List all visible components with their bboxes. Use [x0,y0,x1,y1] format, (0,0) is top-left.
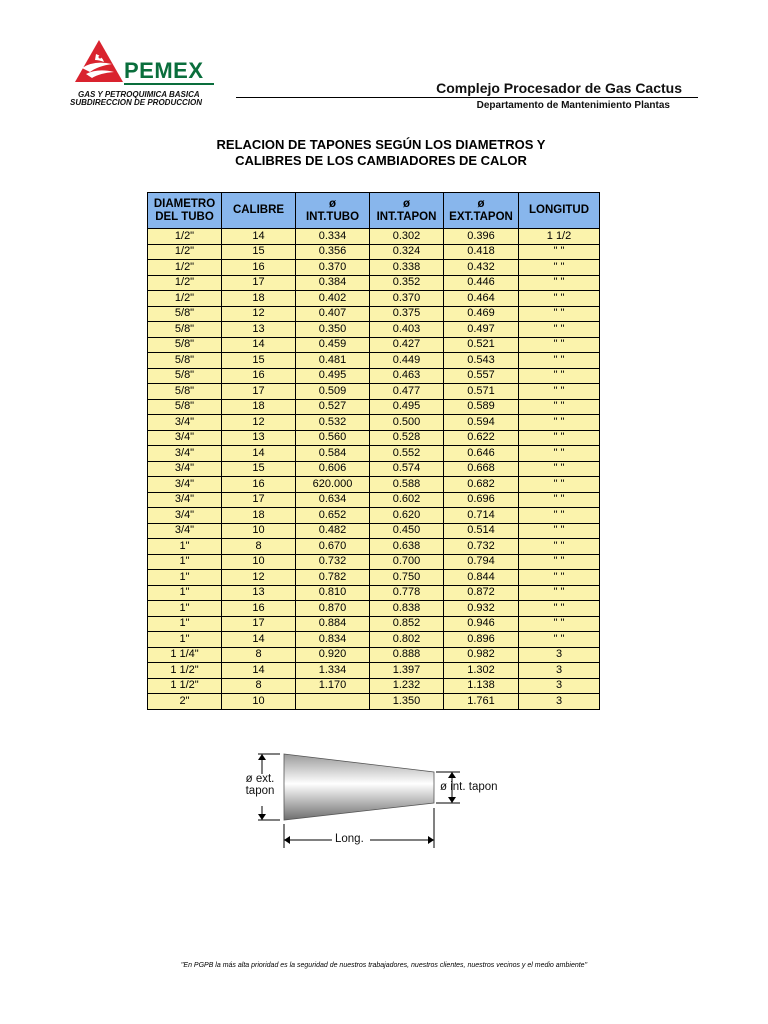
table-row [148,508,600,524]
table-cell: 15 [222,353,296,369]
table-cell: 0.514 [444,523,519,539]
table-cell: 0.338 [370,260,444,276]
table-row [148,337,600,353]
table-cell: 0.324 [370,244,444,260]
table-cell: 0.574 [370,461,444,477]
table-cell: 8 [222,647,296,663]
table-row [148,306,600,322]
table-cell: 0.532 [296,415,370,431]
table-body [148,229,600,710]
table-cell: 0.334 [296,229,370,245]
table-cell: 14 [222,229,296,245]
footer-note: "En PGPB la más alta prioridad es la seguridad de nuestros trabajadores, nuestros clientes, nuestros vecinos y el medio ambiente" [180,962,588,969]
table-cell: 1" [148,570,222,586]
complex-title: Complejo Procesador de Gas Cactus [436,80,682,96]
table-cell: 0.495 [296,368,370,384]
table-cell: " " [519,570,600,586]
plug-diagram [236,748,516,863]
logo-line-1: GAS Y PETROQUIMICA BASICA [78,90,200,99]
table-cell: " " [519,632,600,648]
table-cell: 0.652 [296,508,370,524]
table-row [148,446,600,462]
table-cell: 5/8" [148,306,222,322]
table-cell: 0.700 [370,554,444,570]
table-row [148,275,600,291]
table-cell: 0.407 [296,306,370,322]
table-cell: " " [519,477,600,493]
table-cell: 3/4" [148,492,222,508]
table-cell: 14 [222,663,296,679]
table-row [148,384,600,400]
table-cell [296,694,370,710]
table-cell: 0.870 [296,601,370,617]
table-cell: 0.714 [444,508,519,524]
table-cell: " " [519,322,600,338]
table-cell: 3/4" [148,523,222,539]
table-cell: " " [519,539,600,555]
table-cell: " " [519,415,600,431]
table-cell: 0.696 [444,492,519,508]
table-row [148,430,600,446]
table-cell: 0.463 [370,368,444,384]
table-row [148,554,600,570]
table-cell: 1/2" [148,291,222,307]
int-arrow-up-icon [448,772,456,778]
table-cell: 18 [222,508,296,524]
table-row [148,244,600,260]
table-cell: 0.622 [444,430,519,446]
table-cell: 10 [222,694,296,710]
table-cell: 3/4" [148,508,222,524]
pemex-eagle-icon [68,38,130,88]
table-cell: " " [519,446,600,462]
table-cell: 1 1/2 [519,229,600,245]
table-cell: 16 [222,601,296,617]
long-arrow-right-icon [428,836,434,844]
table-row [148,260,600,276]
table-cell: 0.469 [444,306,519,322]
table-cell: 0.352 [370,275,444,291]
table-row [148,399,600,415]
table-cell: 0.449 [370,353,444,369]
table-cell: 0.481 [296,353,370,369]
table-cell: 0.602 [370,492,444,508]
table-cell: 0.459 [296,337,370,353]
table-cell: 0.509 [296,384,370,400]
table-cell: 0.418 [444,244,519,260]
table-row [148,322,600,338]
table-cell: 0.356 [296,244,370,260]
table-cell: 0.464 [444,291,519,307]
table-cell: 0.396 [444,229,519,245]
int-arrow-down-icon [448,797,456,803]
table-cell: 12 [222,570,296,586]
table-cell: " " [519,337,600,353]
table-cell: " " [519,353,600,369]
table-cell: 0.557 [444,368,519,384]
table-row [148,291,600,307]
table-cell: 16 [222,477,296,493]
table-row [148,694,600,710]
table-cell: 18 [222,399,296,415]
table-cell: 0.794 [444,554,519,570]
table-cell: 15 [222,244,296,260]
department-title: Departamento de Mantenimiento Plantas [476,100,670,111]
table-cell: 0.634 [296,492,370,508]
table-cell: 8 [222,678,296,694]
table-cell: 16 [222,368,296,384]
table-cell: 0.638 [370,539,444,555]
table-cell: 5/8" [148,337,222,353]
table-cell: 0.682 [444,477,519,493]
table-row [148,601,600,617]
table-cell: 3/4" [148,415,222,431]
table-cell: " " [519,384,600,400]
table-cell: 3 [519,647,600,663]
table-cell: 0.834 [296,632,370,648]
table-cell: 1.302 [444,663,519,679]
table-cell: 1.761 [444,694,519,710]
table-cell: 15 [222,461,296,477]
table-row [148,492,600,508]
table-cell: 0.732 [444,539,519,555]
table-cell: 3 [519,694,600,710]
pemex-logo [68,38,238,108]
plug-diagram-svg [236,748,516,858]
table-cell: 1" [148,632,222,648]
table-cell: 0.500 [370,415,444,431]
tapered-plug-shape [284,754,434,820]
table-cell: 0.844 [444,570,519,586]
long-label: Long. [335,833,364,845]
table-cell: 0.375 [370,306,444,322]
table-cell: 1 1/4" [148,647,222,663]
table-cell: 8 [222,539,296,555]
table-cell: 5/8" [148,353,222,369]
table-cell: 3/4" [148,461,222,477]
table-cell: " " [519,601,600,617]
table-cell: 10 [222,554,296,570]
table-row [148,523,600,539]
plug-table [147,192,600,710]
table-cell: 0.778 [370,585,444,601]
table-cell: 0.802 [370,632,444,648]
col-header-longitud: LONGITUD [519,193,600,229]
table-cell: 1" [148,601,222,617]
document-title [0,137,768,169]
table-row [148,461,600,477]
table-cell: 0.403 [370,322,444,338]
table-cell: 0.543 [444,353,519,369]
title-line-2: CALIBRES DE LOS CAMBIADORES DE CALOR [235,153,527,168]
col-header-calibre: CALIBRE [222,193,296,229]
table-cell: 13 [222,585,296,601]
table-cell: 1" [148,554,222,570]
table-cell: 0.482 [296,523,370,539]
table-cell: 0.427 [370,337,444,353]
title-line-1: RELACION DE TAPONES SEGÚN LOS DIAMETROS Y [216,137,546,152]
table-cell: 1/2" [148,260,222,276]
table-row [148,678,600,694]
table-cell: " " [519,260,600,276]
table-cell: 0.920 [296,647,370,663]
table-row [148,539,600,555]
table-cell: 0.782 [296,570,370,586]
table-cell: 0.646 [444,446,519,462]
col-header-int-tubo: ø INT.TUBO [296,193,370,229]
ext-arrow-up-icon [258,754,266,760]
table-cell: 1 1/2" [148,663,222,679]
table-cell: " " [519,585,600,601]
table-cell: " " [519,492,600,508]
table-cell: 0.750 [370,570,444,586]
table-cell: 0.350 [296,322,370,338]
table-cell: 0.838 [370,601,444,617]
table-cell: 3/4" [148,446,222,462]
table-cell: 0.932 [444,601,519,617]
table-cell: 0.560 [296,430,370,446]
table-header-row [148,193,600,229]
table-cell: 2" [148,694,222,710]
table-cell: 17 [222,616,296,632]
table-cell: 3 [519,678,600,694]
table-cell: 0.497 [444,322,519,338]
table-row [148,353,600,369]
table-cell: 5/8" [148,368,222,384]
table-cell: 0.477 [370,384,444,400]
table-cell: " " [519,275,600,291]
table-cell: 3/4" [148,477,222,493]
table-cell: 0.946 [444,616,519,632]
table-row [148,663,600,679]
table-row [148,585,600,601]
table-cell: 0.732 [296,554,370,570]
table-cell: 0.896 [444,632,519,648]
table-row [148,616,600,632]
table-cell: 0.384 [296,275,370,291]
table-cell: 1.138 [444,678,519,694]
table-cell: 0.495 [370,399,444,415]
int-tapon-label: ø int. tapon [440,781,498,793]
table-cell: 13 [222,430,296,446]
table-cell: 17 [222,275,296,291]
table-cell: 0.450 [370,523,444,539]
table-cell: " " [519,368,600,384]
table-cell: " " [519,461,600,477]
table-cell: 16 [222,260,296,276]
table-row [148,229,600,245]
table-cell: 0.432 [444,260,519,276]
table-cell: " " [519,523,600,539]
table-cell: " " [519,430,600,446]
table-row [148,647,600,663]
table-cell: 0.810 [296,585,370,601]
table-cell: 17 [222,384,296,400]
table-cell: 3/4" [148,430,222,446]
ext-arrow-down-icon [258,814,266,820]
table-cell: 1/2" [148,229,222,245]
table-row [148,368,600,384]
table-cell: 14 [222,446,296,462]
table-cell: 13 [222,322,296,338]
table-cell: 0.982 [444,647,519,663]
long-arrow-left-icon [284,836,290,844]
table-cell: " " [519,399,600,415]
table-cell: 0.521 [444,337,519,353]
table-cell: 0.884 [296,616,370,632]
table-row [148,415,600,431]
table-cell: " " [519,508,600,524]
table-cell: 0.606 [296,461,370,477]
table-cell: 0.589 [444,399,519,415]
table-cell: 0.370 [296,260,370,276]
table-cell: 1.170 [296,678,370,694]
table-cell: 0.852 [370,616,444,632]
table-cell: 0.528 [370,430,444,446]
table-cell: 0.527 [296,399,370,415]
table-cell: 0.888 [370,647,444,663]
table-cell: 0.370 [370,291,444,307]
table-cell: 1/2" [148,244,222,260]
table-row [148,570,600,586]
table-cell: 0.302 [370,229,444,245]
table-cell: 0.584 [296,446,370,462]
table-cell: 1/2" [148,275,222,291]
table-cell: 14 [222,337,296,353]
table-cell: " " [519,291,600,307]
table-cell: 0.446 [444,275,519,291]
table-cell: 5/8" [148,322,222,338]
table-row [148,632,600,648]
table-cell: 1.334 [296,663,370,679]
table-cell: 0.670 [296,539,370,555]
brand-name: PEMEX [124,58,204,83]
table-cell: " " [519,554,600,570]
table-cell: 0.571 [444,384,519,400]
table-cell: 0.402 [296,291,370,307]
table-cell: 0.668 [444,461,519,477]
logo-line-2: SUBDIRECCION DE PRODUCCION [70,98,203,107]
table-cell: " " [519,616,600,632]
col-header-int-tapon: ø INT.TAPON [370,193,444,229]
table-cell: 3 [519,663,600,679]
table-cell: 1.350 [370,694,444,710]
header-rule [236,97,698,98]
table-cell: " " [519,244,600,260]
col-header-ext-tapon: ø EXT.TAPON [444,193,519,229]
table-cell: 0.872 [444,585,519,601]
ext-tapon-label: ø ext. tapon [245,773,275,797]
col-header-diametro: DIAMETRO DEL TUBO [148,193,222,229]
table-cell: 12 [222,415,296,431]
table-cell: " " [519,306,600,322]
table-cell: 5/8" [148,399,222,415]
table-cell: 0.620 [370,508,444,524]
table-cell: 12 [222,306,296,322]
table-cell: 0.594 [444,415,519,431]
table-cell: 10 [222,523,296,539]
table-cell: 18 [222,291,296,307]
table-row [148,477,600,493]
table-cell: 17 [222,492,296,508]
brand-underline [124,83,214,85]
table-cell: 1.232 [370,678,444,694]
table-cell: 1" [148,585,222,601]
table-cell: 0.552 [370,446,444,462]
table-cell: 14 [222,632,296,648]
table-cell: 0.588 [370,477,444,493]
table-cell: 1" [148,539,222,555]
table-cell: 1" [148,616,222,632]
table-cell: 1.397 [370,663,444,679]
table-cell: 620.000 [296,477,370,493]
table-cell: 5/8" [148,384,222,400]
table-cell: 1 1/2" [148,678,222,694]
